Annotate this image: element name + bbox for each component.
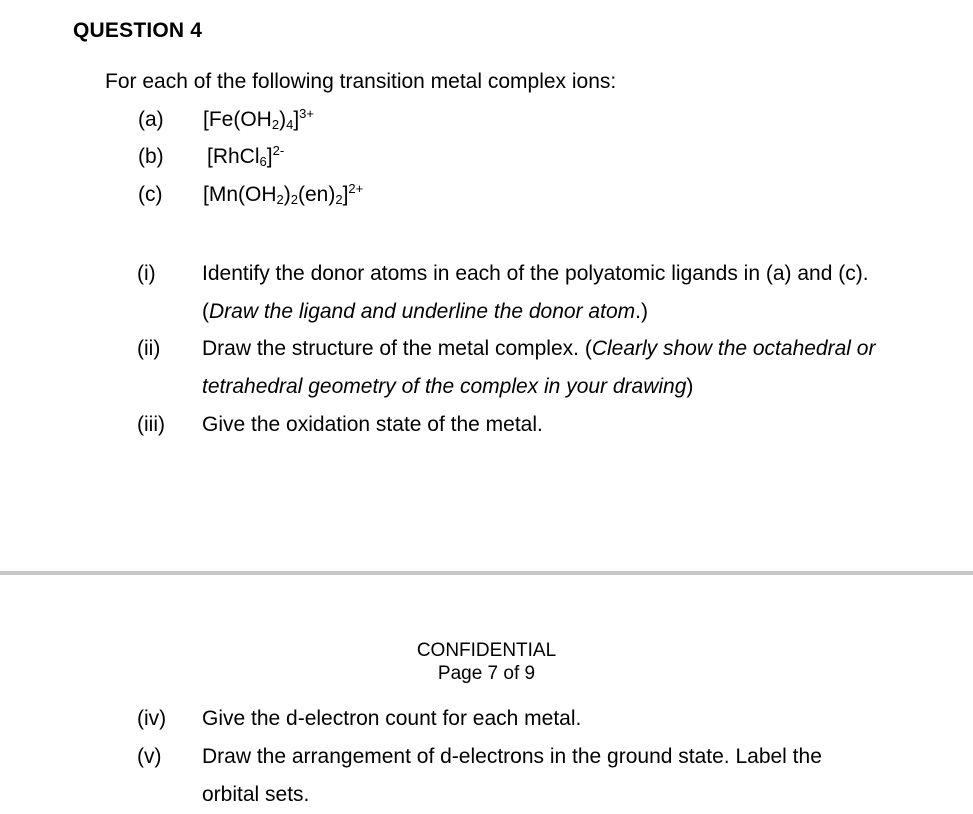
complex-label: (c) (138, 183, 163, 206)
task-text: Give the d-electron count for each metal. (202, 707, 582, 730)
question-title: QUESTION 4 (73, 19, 203, 42)
complex-item-c (138, 183, 363, 207)
task-item-ii (137, 330, 897, 406)
task-text: Identify the donor atoms in each of the polyatomic ligands in (a) and (c). (Draw the ligand and underline the donor atom.) (202, 262, 869, 323)
task-item-iv (137, 700, 897, 738)
complex-label: (b) (138, 145, 164, 168)
task-item-i (137, 255, 897, 331)
complex-label: (a) (138, 108, 164, 131)
complex-formula: [RhCl$_6$]$^{2-}$ (207, 143, 285, 169)
task-number: (v) (137, 745, 162, 768)
complex-item-b (138, 145, 284, 169)
complex-item-a (138, 108, 314, 132)
question-intro: For each of the following transition metal complex ions: (105, 70, 617, 93)
task-text: Draw the arrangement of d-electrons in the ground state. Label the orbital sets. (202, 745, 822, 806)
page-break-divider (0, 571, 973, 575)
task-number: (iv) (137, 707, 167, 730)
complex-formula: $[Mn(OH_2)_2(en)_2]^{2+}$ (203, 181, 364, 207)
task-number: (iii) (137, 413, 165, 436)
page-number: Page 7 of 9 (437, 663, 536, 684)
task-number: (ii) (137, 337, 161, 360)
task-text: Draw the structure of the metal complex. (Clearly show the octahedral or tetrahedral geometry of the complex in your drawing) (202, 337, 876, 398)
task-item-v (137, 738, 857, 814)
task-number: (i) (137, 262, 156, 285)
confidential-label: CONFIDENTIAL (416, 640, 557, 661)
complex-formula: $[Fe(OH_2)_4]^{3+}$ (203, 106, 314, 132)
task-text: Give the oxidation state of the metal. (202, 413, 543, 436)
task-item-iii (137, 406, 897, 444)
